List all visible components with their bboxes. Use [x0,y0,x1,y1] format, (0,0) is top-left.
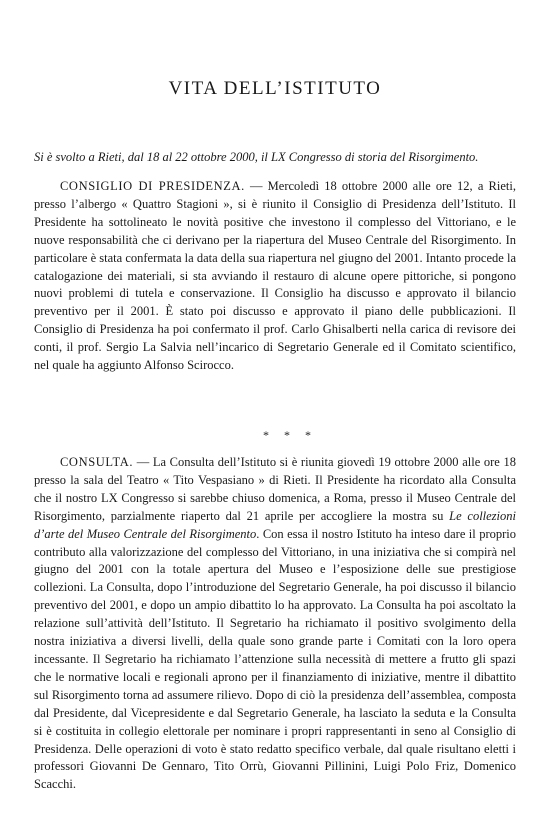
paragraph-consulta-body-1: — La Consulta dell’Istituto si è riunita giovedì 19 ottobre 2000 alle ore 18 presso la sala del Teatro « Tito Vespasiano » di Rieti. Il Presidente ha ricordato alla Consulta che il nostro LX Congresso si sarebbe chiuso domenica, a Roma, presso il Museo Centrale del Risorgimento, parzialmente riaperto dal 21 aprile per accogliere la mostra su [34,455,516,523]
section-separator: * * * [263,428,317,442]
paragraph-consiglio-body: — Mercoledì 18 ottobre 2000 alle ore 12, a Rieti, presso l’albergo « Quattro Stagioni », si è riunito il Consiglio di Presidenza dell’Istituto. Il Presidente ha sottolineato le novità positive che investono il complesso del Vittoriano, e le nuove responsabilità che ci derivano per la riapertura del Museo Centrale del Risorgimento. In particolare è stata confermata la data della sua riapertura nel giugno del 2001. Intanto procede la catalogazione dei materiali, si sta avviando il restauro di alcune opere pittoriche, si pongono nuovi problemi di tutela e conservazione. Il Consiglio ha discusso e approvato il bilancio preventivo per il 2001. È stato poi discusso e approvato il piano delle pubblicazioni. Il Consiglio di Presidenza ha poi confermato il prof. Carlo Ghisalberti nella carica di revisore dei conti, il prof. Sergio La Salvia nell’incarico di Segretario Generale ed il Comitato scientifico, nel quale ha aggiunto Alfonso Scirocco. [34,179,516,373]
exhibition-title: Le collezioni d’arte del Museo Centrale del Risorgimento [34,508,516,541]
paragraph-consulta-body-2: . Con essa il nostro Istituto ha inteso dare il proprio contributo alla valorizzazione del complesso del Vittoriano, in una iniziativa che si compirà nel giugno del 2001 con la totale apertura del Museo e l’esposizione delle sue prestigiose collezioni. La Consulta, dopo l’introduzione del Segretario Generale, ha poi discusso il bilancio preventivo del 2001, e dopo un ampio dibattito lo ha approvato. La Consulta ha poi ascoltato la relazione sull’attività dell’Istituto. Il Segretario ha richiamato il positivo svolgimento della nostra iniziativa a diversi livelli, della quale sono grande parte i Comitati con la loro opera incessante. Il Segretario ha richiamato l’attenzione sulla necessità di mettere a frutto gli spazi che le normative locali e regionali aprono per il finanziamento di iniziative, mentre il dibattito sul Risorgimento torna ad assumere rilievo. Dopo di ciò la presidenza dell’assemblea, composta dal Presidente, dal Vicepresidente e dal Segretario Generale, ha lasciato la seduta e la Consulta si è costituita in collegio elettorale per nominare i propri rappresentanti in seno al Consiglio di Presidenza. Delle operazioni di voto è stato redatto specifico verbale, dal quale risultano eletti i professori Giovanni De Gennaro, Tito Orrù, Giovanni Pillinini, Luigi Polo Friz, Domenico Scacchi. [34,526,516,792]
paragraph-consulta [34,454,516,794]
paragraph-consiglio [34,178,516,375]
page-title: VITA DELL’ISTITUTO [168,78,382,99]
section-heading-consulta: CONSULTA. [60,455,134,469]
page-subtitle: Si è svolto a Rieti, dal 18 al 22 ottobre 2000, il LX Congresso di storia del Risorgimento. [34,150,479,164]
section-heading-consiglio: CONSIGLIO DI PRESIDENZA. [60,179,245,193]
